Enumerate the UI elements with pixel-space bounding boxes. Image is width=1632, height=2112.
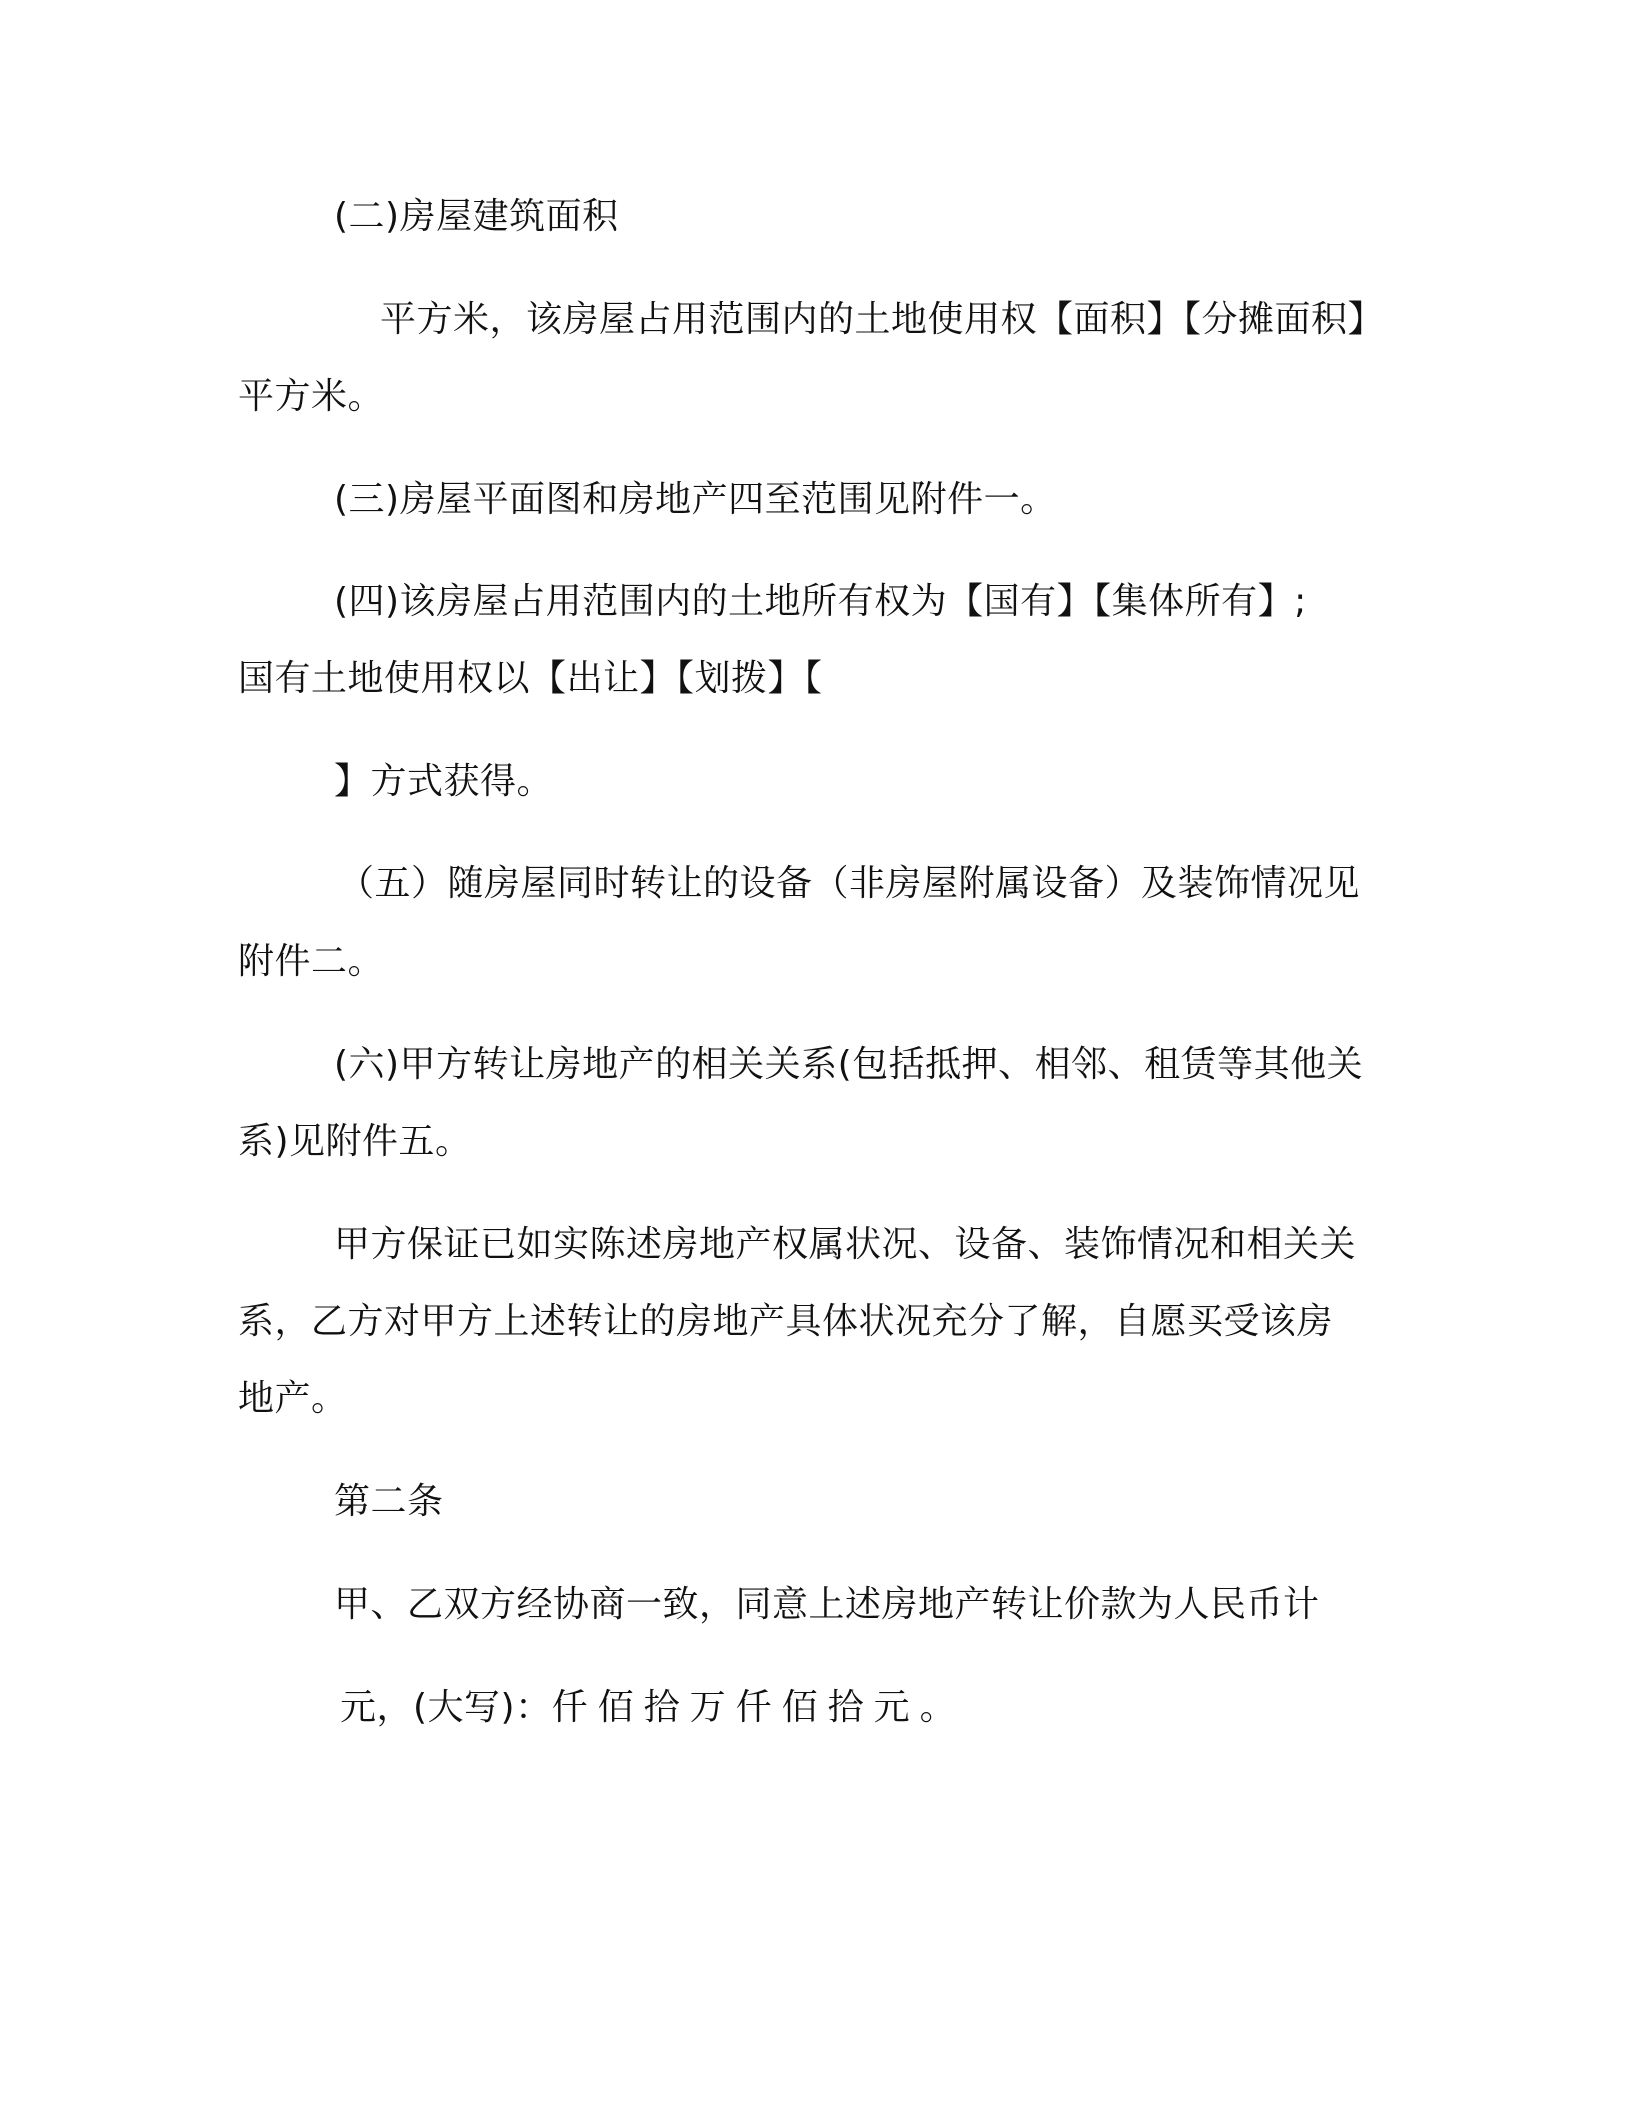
section-2-text-line-2: 平方米。 (238, 376, 385, 417)
price-unit-placeholders: 仟佰拾万仟佰拾元。 (551, 1687, 966, 1728)
article-2-heading: 第二条 (334, 1481, 444, 1522)
section-5-text-line-1: （五）随房屋同时转让的设备（非房屋附属设备）及装饰情况见 (338, 863, 1361, 904)
guarantee-text-line-1: 甲方保证已如实陈述房地产权属状况、设备、装饰情况和相关关 (334, 1224, 1357, 1265)
guarantee-text-line-2: 系，乙方对甲方上述转让的房地产具体状况充分了解，自愿买受该房 (238, 1301, 1334, 1342)
price-in-words (340, 1686, 966, 1730)
section-4-text-line-3: 】方式获得。 (334, 761, 554, 802)
section-4-text-line-2: 国有土地使用权以【出让】【划拨】【 (238, 658, 823, 699)
section-6-text-line-2: 系)见附件五。 (238, 1121, 472, 1162)
section-2-heading: (二)房屋建筑面积 (334, 196, 619, 237)
section-3-text: (三)房屋平面图和房地产四至范围见附件一。 (334, 479, 1057, 520)
section-4-text-line-1: (四)该房屋占用范围内的土地所有权为【国有】【集体所有】; (334, 581, 1307, 622)
guarantee-text-line-3: 地产。 (238, 1378, 348, 1419)
article-2-text: 甲、乙双方经协商一致，同意上述房地产转让价款为人民币计 (334, 1584, 1320, 1625)
section-2-text-line-1: 平方米，该房屋占用范围内的土地使用权【面积】【分摊面积】 (380, 299, 1385, 340)
section-5-text-line-2: 附件二。 (238, 941, 385, 982)
price-prefix: 元，(大写)： (340, 1687, 552, 1728)
section-6-text-line-1: (六)甲方转让房地产的相关关系(包括抵押、相邻、租赁等其他关 (334, 1044, 1364, 1085)
